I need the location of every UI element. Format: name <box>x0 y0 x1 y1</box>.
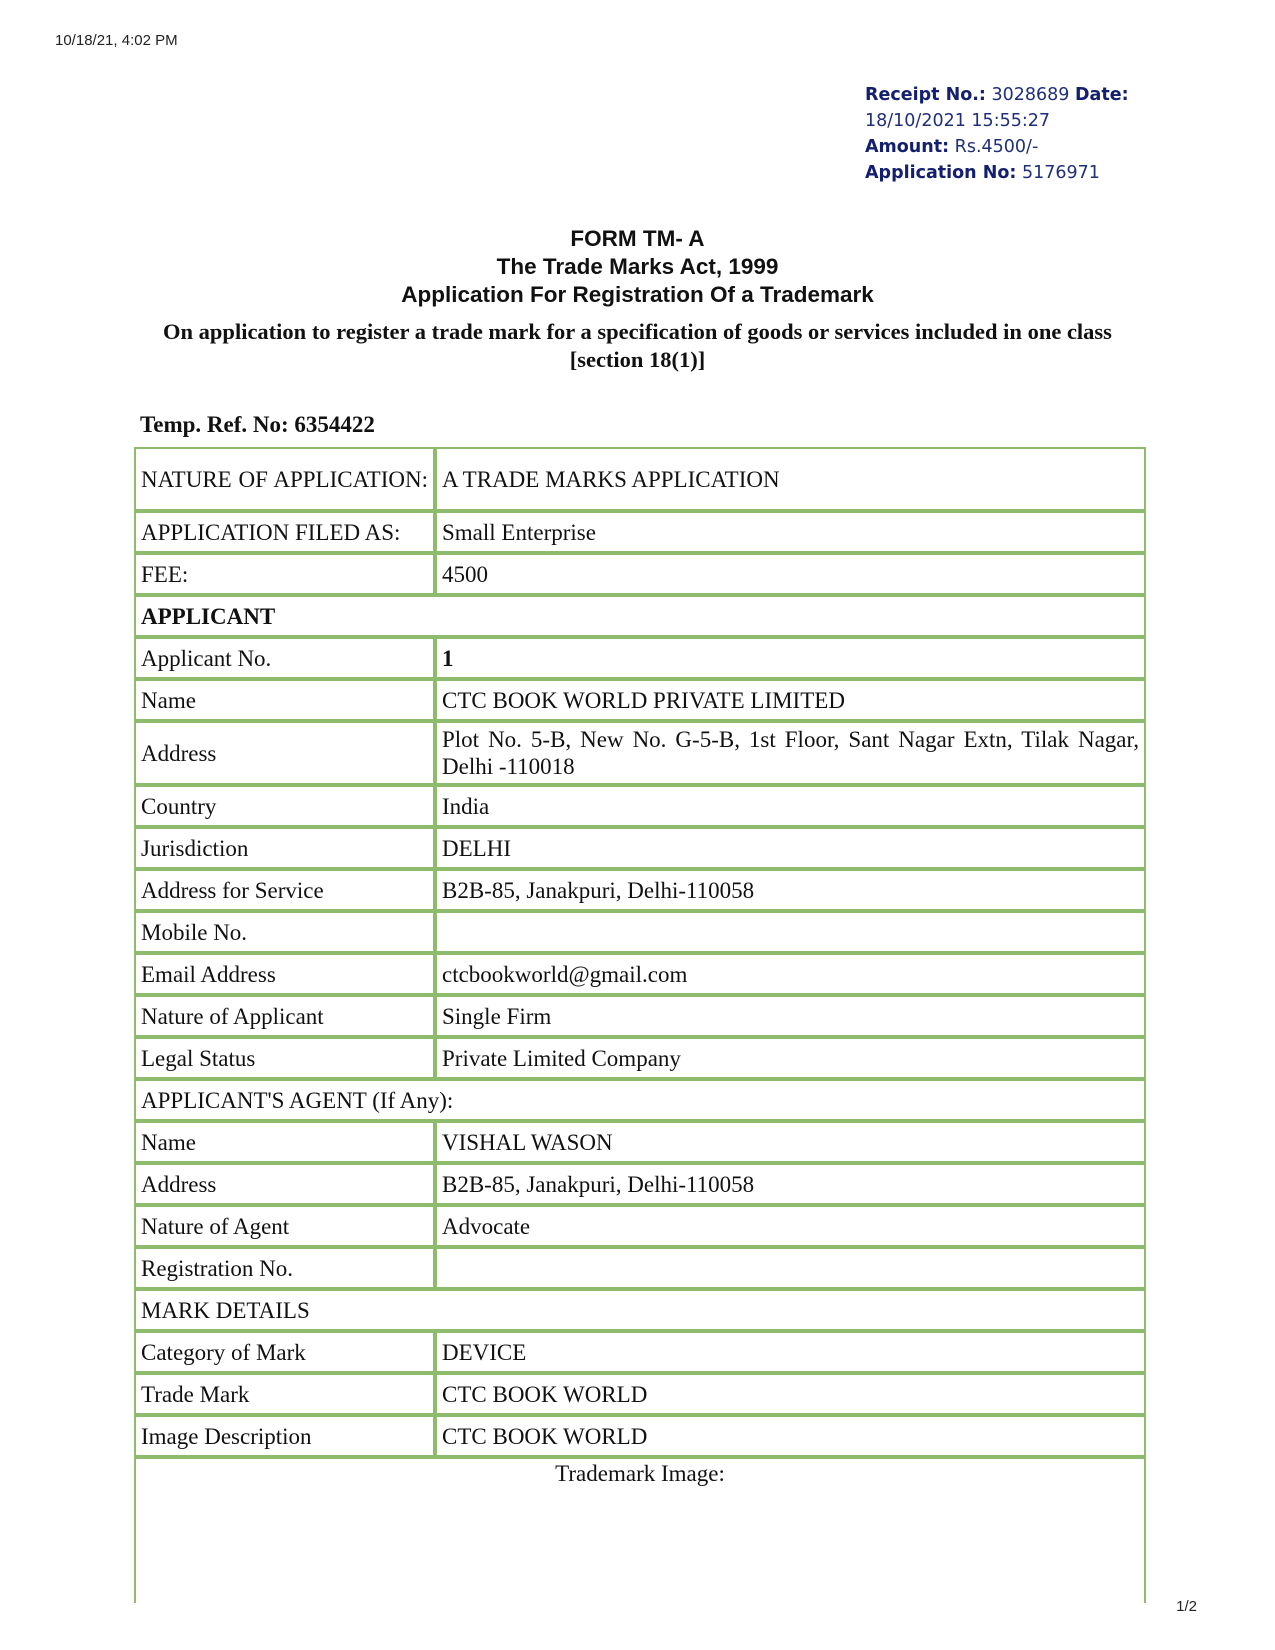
amount-value: Rs.4500/- <box>954 137 1039 157</box>
table-row <box>134 869 1146 911</box>
agent-name-value: VISHAL WASON <box>435 1121 1146 1163</box>
agent-address-value: B2B-85, Janakpuri, Delhi-110058 <box>435 1163 1146 1205</box>
receipt-date-label: Date: <box>1075 85 1129 105</box>
nature-value: A TRADE MARKS APPLICATION <box>435 447 1146 511</box>
address-value: Plot No. 5-B, New No. G-5-B, 1st Floor, Sant Nagar Extn, Tilak Nagar, Delhi -110018 <box>435 721 1146 785</box>
table-row <box>134 553 1146 595</box>
table-row <box>134 721 1146 785</box>
email-value: ctcbookworld@gmail.com <box>435 953 1146 995</box>
table-row <box>134 1205 1146 1247</box>
act-title: The Trade Marks Act, 1999 <box>496 254 779 279</box>
table-row <box>134 1163 1146 1205</box>
fee-label: FEE: <box>134 553 435 595</box>
trademark-image-label: Trademark Image: <box>555 1461 725 1486</box>
table-row <box>134 1415 1146 1457</box>
table-row <box>134 1289 1146 1331</box>
category-label: Category of Mark <box>134 1331 435 1373</box>
image-description-value: CTC BOOK WORLD <box>435 1415 1146 1457</box>
table-row <box>134 1331 1146 1373</box>
name-value: CTC BOOK WORLD PRIVATE LIMITED <box>435 679 1146 721</box>
service-address-label: Address for Service <box>134 869 435 911</box>
amount-label: Amount: <box>865 137 950 157</box>
trademark-image-cell <box>134 1457 1146 1603</box>
applicant-no-value: 1 <box>435 637 1146 679</box>
receipt-block <box>865 82 1165 186</box>
table-row <box>134 1121 1146 1163</box>
filed-as-label: APPLICATION FILED AS: <box>134 511 435 553</box>
address-label: Address <box>134 721 435 785</box>
jurisdiction-value: DELHI <box>435 827 1146 869</box>
table-row <box>134 911 1146 953</box>
agent-nature-label: Nature of Agent <box>134 1205 435 1247</box>
receipt-no-value: 3028689 <box>991 85 1070 105</box>
agent-section-heading: APPLICANT'S AGENT (If Any): <box>134 1079 1146 1121</box>
name-label: Name <box>134 679 435 721</box>
form-heading <box>0 225 1275 309</box>
table-row <box>134 995 1146 1037</box>
nature-of-applicant-label: Nature of Applicant <box>134 995 435 1037</box>
agent-nature-value: Advocate <box>435 1205 1146 1247</box>
mobile-value <box>435 911 1146 953</box>
table-row <box>134 637 1146 679</box>
table-row <box>134 595 1146 637</box>
application-table <box>134 447 1146 1603</box>
category-value: DEVICE <box>435 1331 1146 1373</box>
application-title: Application For Registration Of a Trademark <box>401 282 874 307</box>
print-timestamp: 10/18/21, 4:02 PM <box>55 32 178 49</box>
legal-status-value: Private Limited Company <box>435 1037 1146 1079</box>
temp-ref-no: Temp. Ref. No: 6354422 <box>140 412 375 437</box>
legal-status-label: Legal Status <box>134 1037 435 1079</box>
table-row <box>134 953 1146 995</box>
application-no-value: 5176971 <box>1021 163 1100 183</box>
nature-of-applicant-value: Single Firm <box>435 995 1146 1037</box>
mark-section-heading: MARK DETAILS <box>134 1289 1146 1331</box>
application-no-label: Application No: <box>865 163 1017 183</box>
table-row <box>134 1457 1146 1603</box>
mobile-label: Mobile No. <box>134 911 435 953</box>
table-row <box>134 679 1146 721</box>
agent-address-label: Address <box>134 1163 435 1205</box>
receipt-no-label: Receipt No.: <box>865 85 986 105</box>
filed-as-value: Small Enterprise <box>435 511 1146 553</box>
page-number: 1/2 <box>1176 1598 1197 1615</box>
trademark-value: CTC BOOK WORLD <box>435 1373 1146 1415</box>
receipt-date-value: 18/10/2021 15:55:27 <box>865 111 1051 131</box>
image-description-label: Image Description <box>134 1415 435 1457</box>
applicant-section-heading: APPLICANT <box>134 595 1146 637</box>
trademark-label: Trade Mark <box>134 1373 435 1415</box>
nature-label: NATURE OF APPLICATION: <box>134 447 435 511</box>
service-address-value: B2B-85, Janakpuri, Delhi-110058 <box>435 869 1146 911</box>
fee-value: 4500 <box>435 553 1146 595</box>
jurisdiction-label: Jurisdiction <box>134 827 435 869</box>
intro-text: On application to register a trade mark for a specification of goods or services included in one class [section 18(1)] <box>163 319 1112 372</box>
table-row <box>134 1247 1146 1289</box>
email-label: Email Address <box>134 953 435 995</box>
table-row <box>134 785 1146 827</box>
table-row <box>134 511 1146 553</box>
country-label: Country <box>134 785 435 827</box>
table-row <box>134 1079 1146 1121</box>
agent-name-label: Name <box>134 1121 435 1163</box>
table-row <box>134 447 1146 511</box>
table-row <box>134 827 1146 869</box>
country-value: India <box>435 785 1146 827</box>
table-row <box>134 1373 1146 1415</box>
registration-value <box>435 1247 1146 1289</box>
registration-label: Registration No. <box>134 1247 435 1289</box>
form-title: FORM TM- A <box>570 226 705 251</box>
table-row <box>134 1037 1146 1079</box>
applicant-no-label: Applicant No. <box>134 637 435 679</box>
